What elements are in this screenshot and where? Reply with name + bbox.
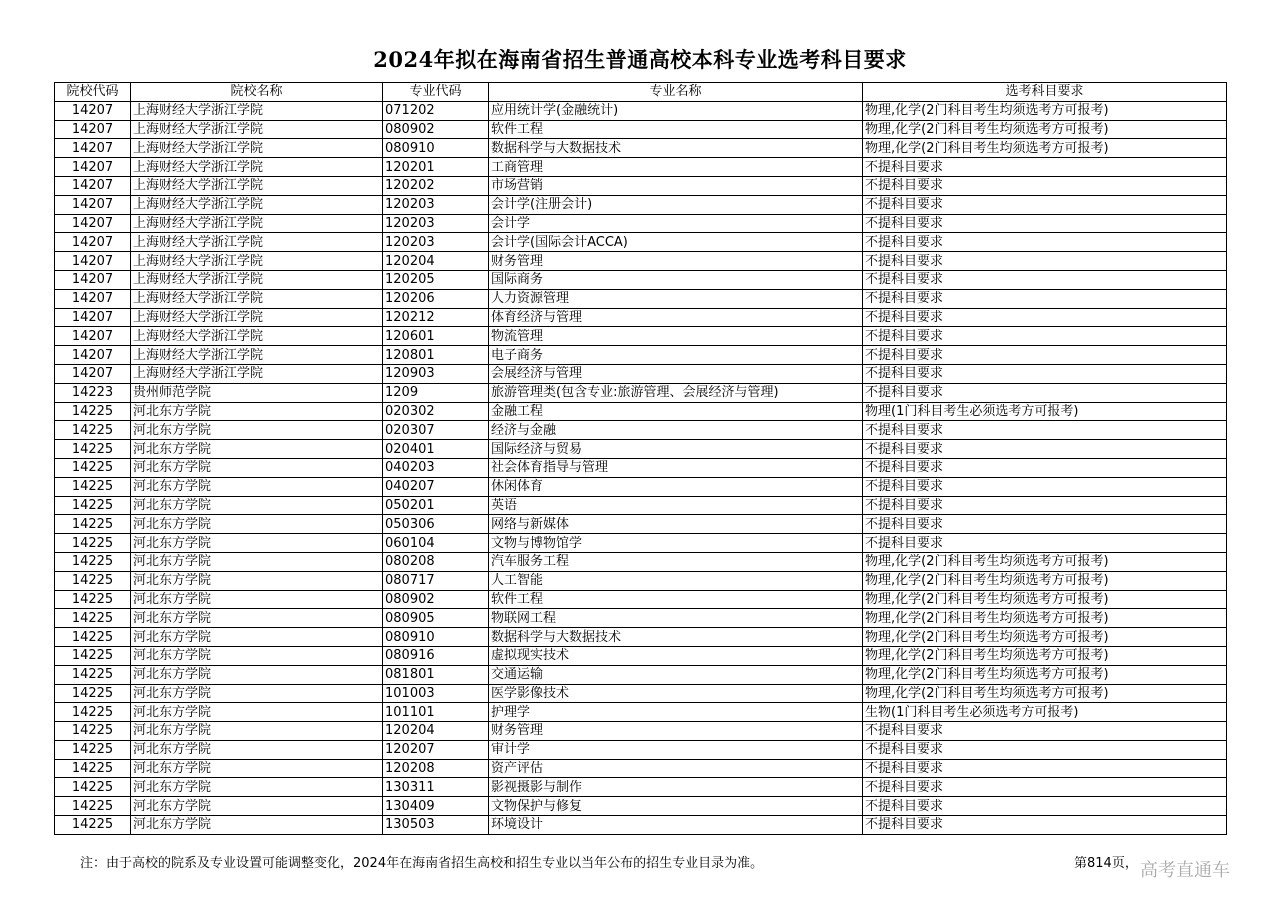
requirements-table [54, 82, 1227, 835]
table-row [55, 684, 1227, 703]
school-name-cell: 河北东方学院 [131, 628, 383, 647]
subject-requirement-cell: 不提科目要求 [863, 778, 1227, 797]
school-code-cell: 14225 [55, 534, 131, 553]
school-code-cell: 14207 [55, 364, 131, 383]
school-code-cell: 14225 [55, 816, 131, 835]
major-name-cell: 数据科学与大数据技术 [489, 139, 863, 158]
subject-requirement-cell: 物理,化学(2门科目考生均须选考方可报考) [863, 101, 1227, 120]
major-name-cell: 应用统计学(金融统计) [489, 101, 863, 120]
major-code-cell: 080208 [383, 552, 489, 571]
table-row [55, 346, 1227, 365]
major-name-cell: 影视摄影与制作 [489, 778, 863, 797]
table-row [55, 101, 1227, 120]
major-code-cell: 120203 [383, 233, 489, 252]
table-row [55, 665, 1227, 684]
subject-requirement-cell: 不提科目要求 [863, 534, 1227, 553]
major-code-cell: 020302 [383, 402, 489, 421]
school-code-cell: 14225 [55, 440, 131, 459]
major-name-cell: 文物与博物馆学 [489, 534, 863, 553]
subject-requirement-cell: 不提科目要求 [863, 477, 1227, 496]
school-code-cell: 14225 [55, 722, 131, 741]
subject-requirement-cell: 不提科目要求 [863, 421, 1227, 440]
school-code-cell: 14207 [55, 176, 131, 195]
school-code-cell: 14225 [55, 515, 131, 534]
table-row [55, 214, 1227, 233]
school-code-cell: 14225 [55, 609, 131, 628]
major-code-cell: 120203 [383, 195, 489, 214]
school-code-cell: 14225 [55, 778, 131, 797]
subject-requirement-cell: 不提科目要求 [863, 440, 1227, 459]
major-name-cell: 数据科学与大数据技术 [489, 628, 863, 647]
school-name-cell: 河北东方学院 [131, 684, 383, 703]
table-row [55, 552, 1227, 571]
school-name-cell: 河北东方学院 [131, 552, 383, 571]
major-name-cell: 环境设计 [489, 816, 863, 835]
table-row [55, 289, 1227, 308]
school-name-cell: 河北东方学院 [131, 458, 383, 477]
major-name-cell: 会计学(注册会计) [489, 195, 863, 214]
major-code-cell: 080717 [383, 571, 489, 590]
school-name-cell: 贵州师范学院 [131, 383, 383, 402]
major-name-cell: 软件工程 [489, 120, 863, 139]
major-name-cell: 财务管理 [489, 252, 863, 271]
major-code-cell: 120206 [383, 289, 489, 308]
subject-requirement-cell: 物理,化学(2门科目考生均须选考方可报考) [863, 120, 1227, 139]
subject-requirement-cell: 不提科目要求 [863, 289, 1227, 308]
school-name-cell: 河北东方学院 [131, 816, 383, 835]
table-row [55, 139, 1227, 158]
school-name-cell: 上海财经大学浙江学院 [131, 176, 383, 195]
major-code-cell: 060104 [383, 534, 489, 553]
school-name-cell: 河北东方学院 [131, 496, 383, 515]
school-name-cell: 河北东方学院 [131, 646, 383, 665]
major-code-cell: 020401 [383, 440, 489, 459]
school-code-cell: 14225 [55, 703, 131, 722]
table-row [55, 515, 1227, 534]
major-name-cell: 工商管理 [489, 158, 863, 177]
major-code-cell: 130503 [383, 816, 489, 835]
header-school-name: 院校名称 [131, 83, 383, 102]
page-title: 2024年拟在海南省招生普通高校本科专业选考科目要求 [373, 47, 907, 72]
major-code-cell: 080910 [383, 628, 489, 647]
subject-requirement-cell: 不提科目要求 [863, 496, 1227, 515]
school-code-cell: 14225 [55, 646, 131, 665]
school-code-cell: 14207 [55, 308, 131, 327]
school-name-cell: 河北东方学院 [131, 778, 383, 797]
school-name-cell: 上海财经大学浙江学院 [131, 214, 383, 233]
school-code-cell: 14207 [55, 214, 131, 233]
subject-requirement-cell: 不提科目要求 [863, 458, 1227, 477]
major-name-cell: 英语 [489, 496, 863, 515]
school-name-cell: 河北东方学院 [131, 665, 383, 684]
subject-requirement-cell: 不提科目要求 [863, 176, 1227, 195]
major-name-cell: 会计学 [489, 214, 863, 233]
major-code-cell: 1209 [383, 383, 489, 402]
table-row [55, 628, 1227, 647]
table-row [55, 383, 1227, 402]
subject-requirement-cell: 不提科目要求 [863, 195, 1227, 214]
major-name-cell: 物流管理 [489, 327, 863, 346]
school-code-cell: 14207 [55, 270, 131, 289]
major-name-cell: 护理学 [489, 703, 863, 722]
school-code-cell: 14225 [55, 421, 131, 440]
subject-requirement-cell: 不提科目要求 [863, 515, 1227, 534]
major-name-cell: 休闲体育 [489, 477, 863, 496]
table-header-row [55, 83, 1227, 102]
table-row [55, 176, 1227, 195]
table-row [55, 722, 1227, 741]
subject-requirement-cell: 物理,化学(2门科目考生均须选考方可报考) [863, 571, 1227, 590]
school-name-cell: 上海财经大学浙江学院 [131, 158, 383, 177]
major-name-cell: 资产评估 [489, 759, 863, 778]
school-name-cell: 河北东方学院 [131, 703, 383, 722]
school-name-cell: 上海财经大学浙江学院 [131, 327, 383, 346]
major-code-cell: 040207 [383, 477, 489, 496]
header-major-code: 专业代码 [383, 83, 489, 102]
school-name-cell: 上海财经大学浙江学院 [131, 270, 383, 289]
school-code-cell: 14207 [55, 346, 131, 365]
major-name-cell: 物联网工程 [489, 609, 863, 628]
major-name-cell: 人力资源管理 [489, 289, 863, 308]
table-row [55, 816, 1227, 835]
school-code-cell: 14225 [55, 590, 131, 609]
table-row [55, 402, 1227, 421]
major-name-cell: 虚拟现实技术 [489, 646, 863, 665]
watermark-logo: 高考直通车 [1140, 860, 1230, 881]
table-row [55, 477, 1227, 496]
major-code-cell: 120207 [383, 740, 489, 759]
table-row [55, 120, 1227, 139]
subject-requirement-cell: 不提科目要求 [863, 797, 1227, 816]
school-name-cell: 河北东方学院 [131, 759, 383, 778]
school-name-cell: 河北东方学院 [131, 421, 383, 440]
table-row [55, 327, 1227, 346]
school-code-cell: 14207 [55, 101, 131, 120]
major-code-cell: 120204 [383, 722, 489, 741]
subject-requirement-cell: 不提科目要求 [863, 346, 1227, 365]
school-code-cell: 14207 [55, 158, 131, 177]
table-row [55, 252, 1227, 271]
school-name-cell: 河北东方学院 [131, 402, 383, 421]
major-code-cell: 120204 [383, 252, 489, 271]
school-name-cell: 河北东方学院 [131, 515, 383, 534]
major-name-cell: 社会体育指导与管理 [489, 458, 863, 477]
school-code-cell: 14225 [55, 628, 131, 647]
major-code-cell: 120601 [383, 327, 489, 346]
footer-note: 注：由于高校的院系及专业设置可能调整变化，2024年在海南省招生高校和招生专业以当年公布的招生专业目录为准。 [80, 856, 764, 871]
table-row [55, 270, 1227, 289]
school-name-cell: 上海财经大学浙江学院 [131, 364, 383, 383]
school-code-cell: 14225 [55, 684, 131, 703]
subject-requirement-cell: 不提科目要求 [863, 158, 1227, 177]
subject-requirement-cell: 物理,化学(2门科目考生均须选考方可报考) [863, 590, 1227, 609]
school-code-cell: 14225 [55, 797, 131, 816]
school-code-cell: 14207 [55, 139, 131, 158]
table-row [55, 496, 1227, 515]
major-name-cell: 审计学 [489, 740, 863, 759]
major-name-cell: 医学影像技术 [489, 684, 863, 703]
major-name-cell: 市场营销 [489, 176, 863, 195]
subject-requirement-cell: 不提科目要求 [863, 740, 1227, 759]
school-name-cell: 河北东方学院 [131, 609, 383, 628]
table-row [55, 440, 1227, 459]
subject-requirement-cell: 物理,化学(2门科目考生均须选考方可报考) [863, 646, 1227, 665]
subject-requirement-cell: 物理,化学(2门科目考生均须选考方可报考) [863, 139, 1227, 158]
table-row [55, 308, 1227, 327]
subject-requirement-cell: 物理,化学(2门科目考生均须选考方可报考) [863, 552, 1227, 571]
subject-requirement-cell: 不提科目要求 [863, 270, 1227, 289]
major-name-cell: 软件工程 [489, 590, 863, 609]
school-name-cell: 上海财经大学浙江学院 [131, 233, 383, 252]
major-name-cell: 交通运输 [489, 665, 863, 684]
major-code-cell: 120208 [383, 759, 489, 778]
subject-requirement-cell: 不提科目要求 [863, 327, 1227, 346]
table-row [55, 458, 1227, 477]
school-code-cell: 14207 [55, 252, 131, 271]
table-row [55, 759, 1227, 778]
major-code-cell: 101101 [383, 703, 489, 722]
table-row [55, 778, 1227, 797]
table-row [55, 609, 1227, 628]
major-name-cell: 旅游管理类(包含专业:旅游管理、会展经济与管理) [489, 383, 863, 402]
school-name-cell: 河北东方学院 [131, 571, 383, 590]
school-code-cell: 14225 [55, 458, 131, 477]
subject-requirement-cell: 不提科目要求 [863, 816, 1227, 835]
school-name-cell: 上海财经大学浙江学院 [131, 120, 383, 139]
major-code-cell: 120205 [383, 270, 489, 289]
major-name-cell: 金融工程 [489, 402, 863, 421]
subject-requirement-cell: 不提科目要求 [863, 383, 1227, 402]
table-row [55, 195, 1227, 214]
subject-requirement-cell: 不提科目要求 [863, 233, 1227, 252]
major-code-cell: 040203 [383, 458, 489, 477]
major-code-cell: 120201 [383, 158, 489, 177]
school-code-cell: 14225 [55, 571, 131, 590]
major-name-cell: 国际商务 [489, 270, 863, 289]
subject-requirement-cell: 物理,化学(2门科目考生均须选考方可报考) [863, 628, 1227, 647]
table-row [55, 797, 1227, 816]
header-school-code: 院校代码 [55, 83, 131, 102]
major-code-cell: 120212 [383, 308, 489, 327]
school-name-cell: 上海财经大学浙江学院 [131, 195, 383, 214]
major-code-cell: 050306 [383, 515, 489, 534]
school-code-cell: 14225 [55, 665, 131, 684]
school-code-cell: 14207 [55, 120, 131, 139]
major-code-cell: 080910 [383, 139, 489, 158]
major-name-cell: 文物保护与修复 [489, 797, 863, 816]
major-name-cell: 会展经济与管理 [489, 364, 863, 383]
major-name-cell: 汽车服务工程 [489, 552, 863, 571]
major-code-cell: 130409 [383, 797, 489, 816]
table-row [55, 364, 1227, 383]
table-row [55, 534, 1227, 553]
school-name-cell: 河北东方学院 [131, 534, 383, 553]
school-code-cell: 14207 [55, 233, 131, 252]
subject-requirement-cell: 不提科目要求 [863, 214, 1227, 233]
major-name-cell: 体育经济与管理 [489, 308, 863, 327]
school-code-cell: 14207 [55, 327, 131, 346]
major-code-cell: 080905 [383, 609, 489, 628]
subject-requirement-cell: 不提科目要求 [863, 364, 1227, 383]
subject-requirement-cell: 生物(1门科目考生必须选考方可报考) [863, 703, 1227, 722]
school-name-cell: 河北东方学院 [131, 440, 383, 459]
subject-requirement-cell: 不提科目要求 [863, 759, 1227, 778]
table-row [55, 646, 1227, 665]
table-row [55, 421, 1227, 440]
subject-requirement-cell: 物理,化学(2门科目考生均须选考方可报考) [863, 684, 1227, 703]
table-row [55, 571, 1227, 590]
school-name-cell: 河北东方学院 [131, 477, 383, 496]
major-name-cell: 网络与新媒体 [489, 515, 863, 534]
major-code-cell: 120203 [383, 214, 489, 233]
table-row [55, 158, 1227, 177]
table-row [55, 703, 1227, 722]
major-code-cell: 120903 [383, 364, 489, 383]
major-code-cell: 120202 [383, 176, 489, 195]
table-row [55, 233, 1227, 252]
major-name-cell: 国际经济与贸易 [489, 440, 863, 459]
school-name-cell: 上海财经大学浙江学院 [131, 308, 383, 327]
major-code-cell: 071202 [383, 101, 489, 120]
school-code-cell: 14225 [55, 496, 131, 515]
subject-requirement-cell: 不提科目要求 [863, 252, 1227, 271]
school-code-cell: 14225 [55, 740, 131, 759]
page-number: 第814页， [1074, 856, 1138, 871]
major-code-cell: 080902 [383, 590, 489, 609]
school-name-cell: 河北东方学院 [131, 797, 383, 816]
major-code-cell: 081801 [383, 665, 489, 684]
school-name-cell: 河北东方学院 [131, 722, 383, 741]
major-name-cell: 人工智能 [489, 571, 863, 590]
school-code-cell: 14225 [55, 477, 131, 496]
school-name-cell: 上海财经大学浙江学院 [131, 101, 383, 120]
header-major-name: 专业名称 [489, 83, 863, 102]
school-code-cell: 14225 [55, 402, 131, 421]
major-code-cell: 020307 [383, 421, 489, 440]
table-row [55, 740, 1227, 759]
school-code-cell: 14225 [55, 552, 131, 571]
school-name-cell: 河北东方学院 [131, 740, 383, 759]
subject-requirement-cell: 不提科目要求 [863, 722, 1227, 741]
subject-requirement-cell: 不提科目要求 [863, 308, 1227, 327]
major-name-cell: 会计学(国际会计ACCA) [489, 233, 863, 252]
header-subject-requirement: 选考科目要求 [863, 83, 1227, 102]
school-code-cell: 14223 [55, 383, 131, 402]
table-row [55, 590, 1227, 609]
school-name-cell: 上海财经大学浙江学院 [131, 139, 383, 158]
school-code-cell: 14207 [55, 195, 131, 214]
major-code-cell: 130311 [383, 778, 489, 797]
school-name-cell: 上海财经大学浙江学院 [131, 289, 383, 308]
school-code-cell: 14207 [55, 289, 131, 308]
subject-requirement-cell: 物理,化学(2门科目考生均须选考方可报考) [863, 665, 1227, 684]
subject-requirement-cell: 物理,化学(2门科目考生均须选考方可报考) [863, 609, 1227, 628]
school-code-cell: 14225 [55, 759, 131, 778]
major-name-cell: 财务管理 [489, 722, 863, 741]
school-name-cell: 河北东方学院 [131, 590, 383, 609]
major-name-cell: 经济与金融 [489, 421, 863, 440]
school-name-cell: 上海财经大学浙江学院 [131, 252, 383, 271]
major-code-cell: 101003 [383, 684, 489, 703]
major-code-cell: 080902 [383, 120, 489, 139]
major-name-cell: 电子商务 [489, 346, 863, 365]
major-code-cell: 120801 [383, 346, 489, 365]
major-code-cell: 080916 [383, 646, 489, 665]
major-code-cell: 050201 [383, 496, 489, 515]
subject-requirement-cell: 物理(1门科目考生必须选考方可报考) [863, 402, 1227, 421]
school-name-cell: 上海财经大学浙江学院 [131, 346, 383, 365]
